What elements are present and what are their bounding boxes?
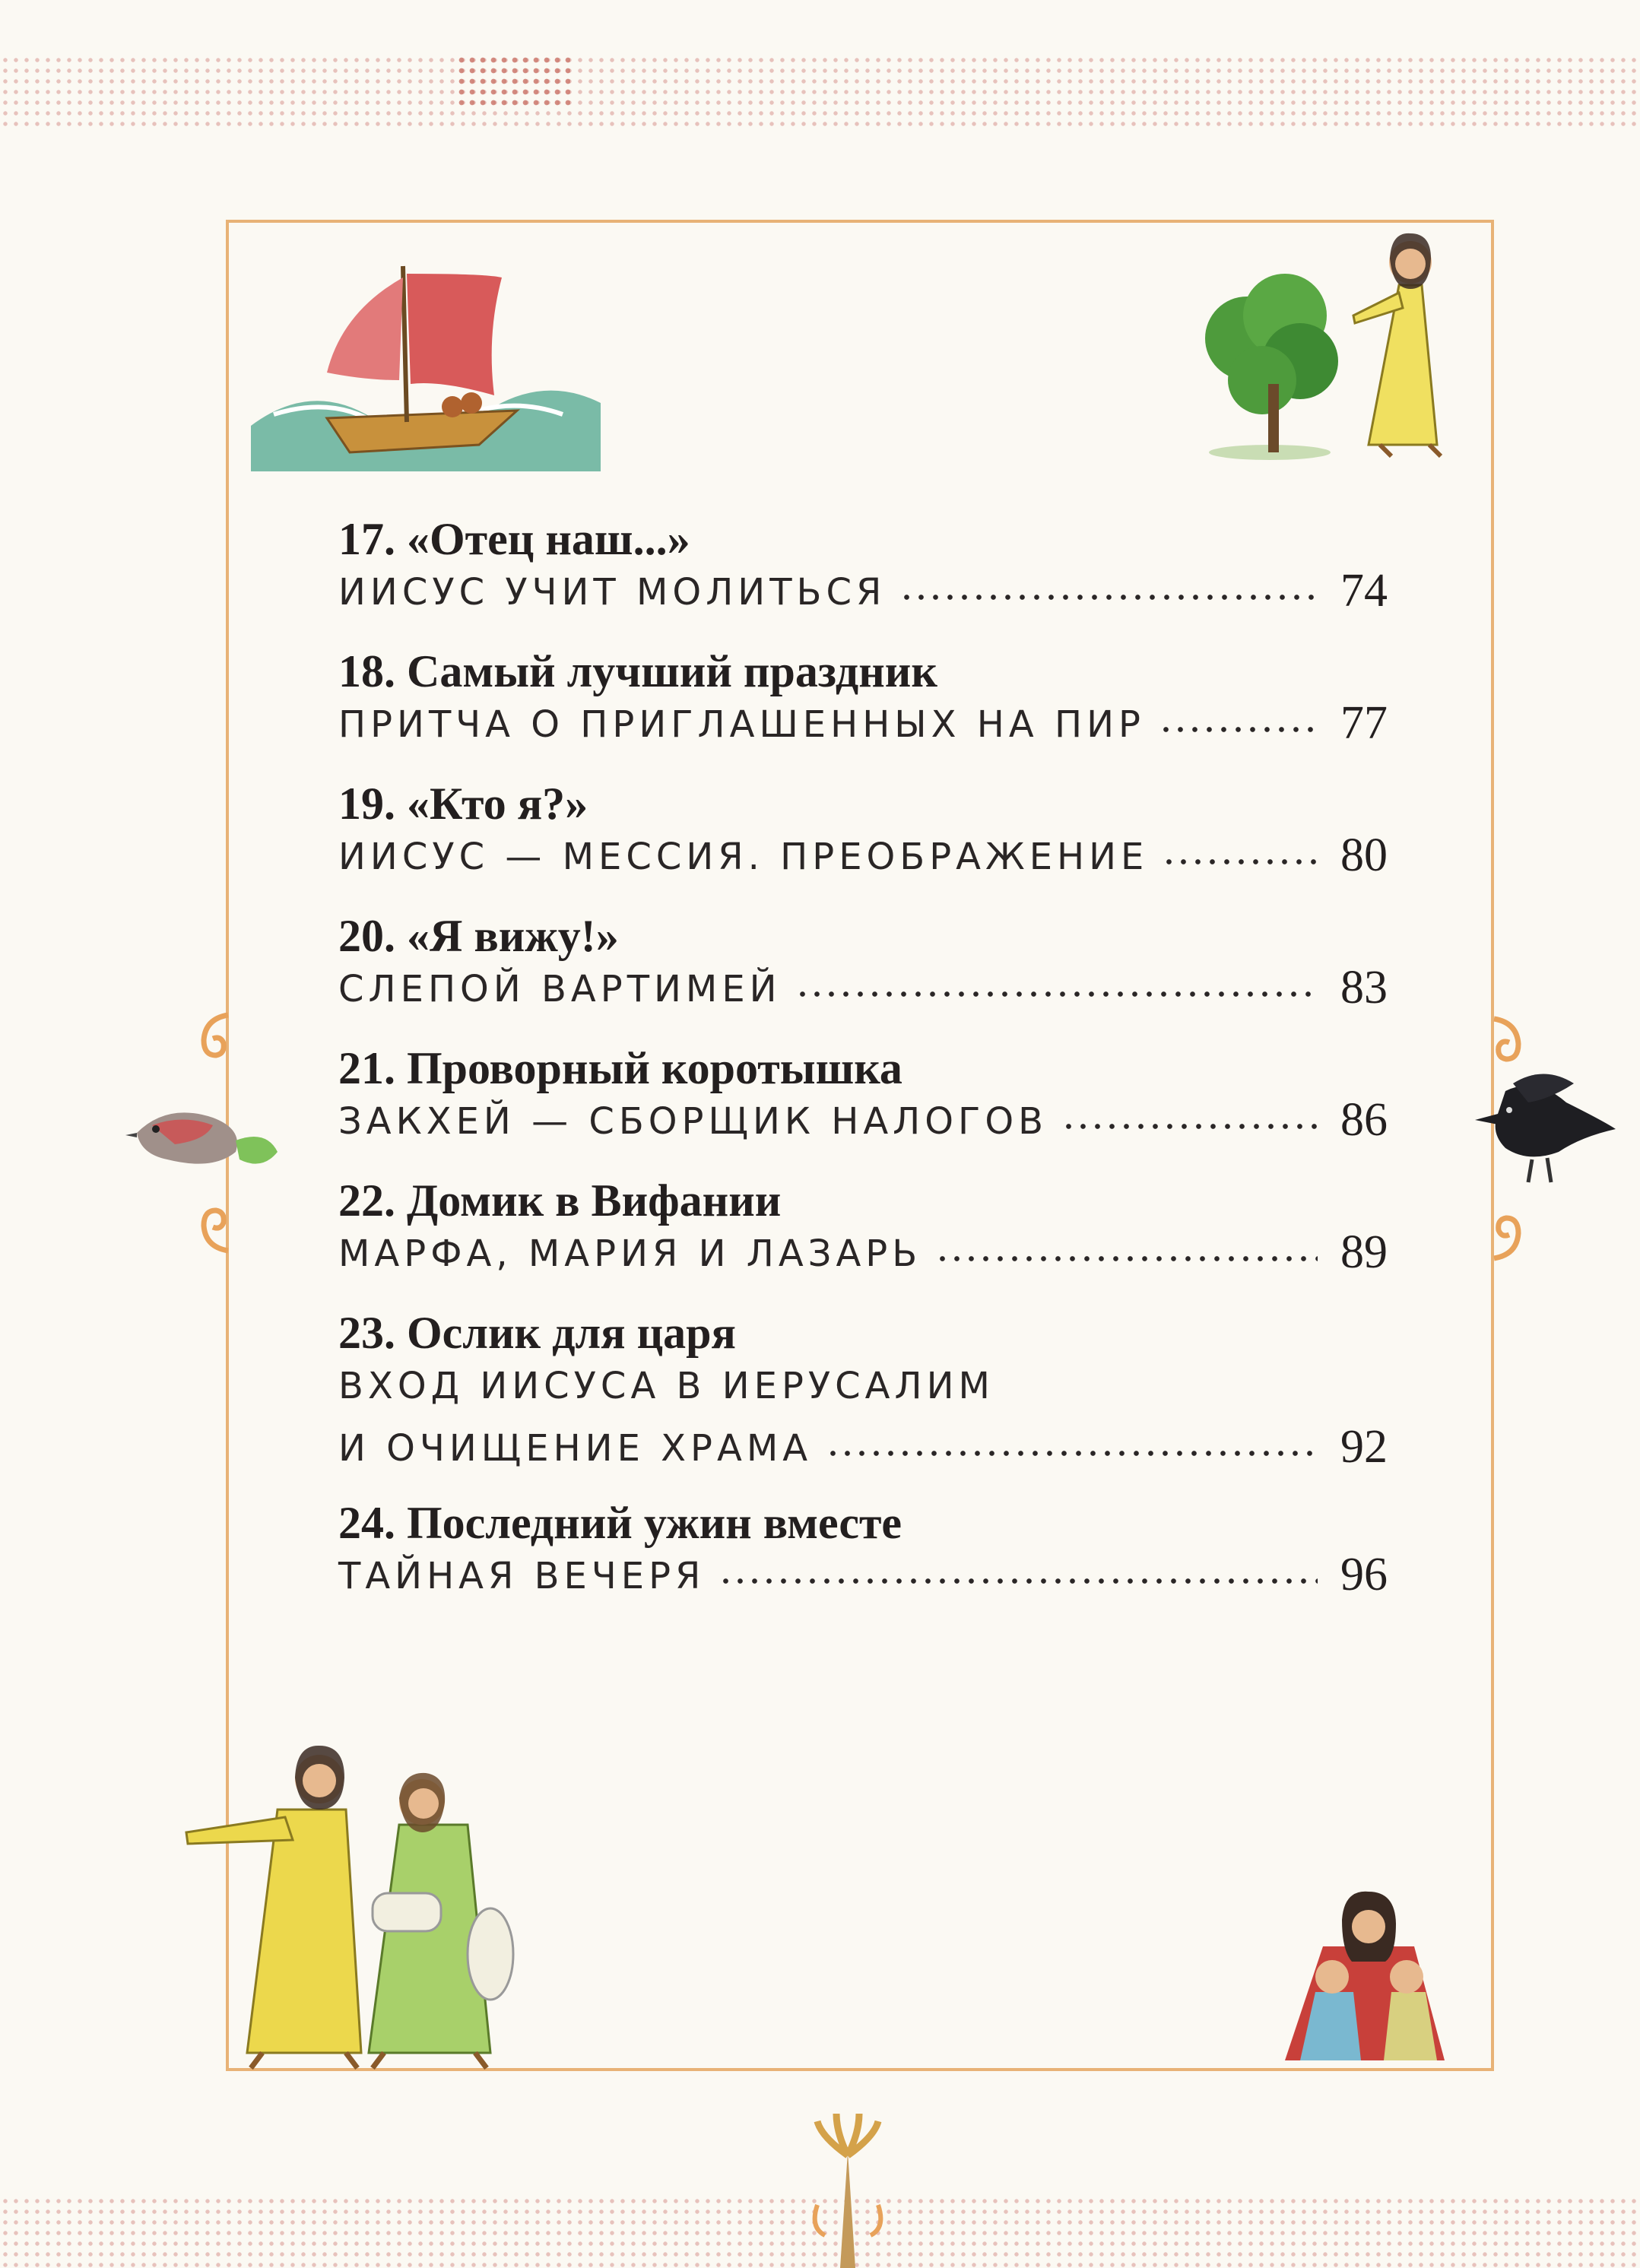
sailboat-illustration	[243, 243, 608, 471]
left-lower-swirl-ornament	[190, 1194, 236, 1255]
entry-line	[338, 820, 1388, 884]
entry-subtitle: ПРИТЧА О ПРИГЛАШЕННЫХ НА ПИР	[338, 703, 1145, 746]
toc-entry-24[interactable]	[338, 1497, 1388, 1629]
entry-subtitle: ИИСУС — МЕССИЯ. ПРЕОБРАЖЕНИЕ	[338, 836, 1149, 878]
table-of-contents	[338, 513, 1388, 1629]
entry-subtitle: И ОЧИЩЕНИЕ ХРАМА	[338, 1427, 813, 1470]
mother-children-illustration	[1255, 1878, 1475, 2068]
entry-title: 17. «Отец наш...»	[338, 514, 690, 564]
wheat-sheaf-ornament	[806, 2114, 890, 2268]
entry-line	[338, 1412, 1388, 1476]
entry-line	[338, 1085, 1388, 1149]
entry-line	[338, 1540, 1388, 1603]
entry-subtitle: ИИСУС УЧИТ МОЛИТЬСЯ	[338, 571, 887, 614]
right-lower-swirl-ornament	[1486, 1201, 1532, 1262]
page-number: 74	[1340, 565, 1388, 617]
leader-dots	[795, 985, 1318, 1003]
page-number: 89	[1340, 1226, 1388, 1278]
page-number: 96	[1340, 1549, 1388, 1600]
leader-dots	[935, 1249, 1318, 1267]
entry-line	[338, 556, 1388, 620]
sparrow-illustration	[122, 1087, 281, 1186]
leader-dots	[826, 1444, 1318, 1462]
entry-line	[338, 1217, 1388, 1281]
toc-entry-23[interactable]	[338, 1307, 1388, 1497]
entry-title: 21. Проворный коротышка	[338, 1043, 902, 1093]
entry-subtitle: МАРФА, МАРИЯ И ЛАЗАРЬ	[338, 1232, 922, 1275]
entry-line	[338, 688, 1388, 752]
entry-title: 22. Домик в Вифании	[338, 1175, 782, 1226]
top-dot-border	[0, 55, 1640, 131]
entry-title: 23. Ослик для царя	[338, 1308, 736, 1358]
entry-line	[338, 953, 1388, 1017]
entry-subtitle: ЗАКХЕЙ — СБОРЩИК НАЛОГОВ	[338, 1100, 1048, 1143]
toc-entry-21[interactable]	[338, 1042, 1388, 1175]
entry-subtitle: СЛЕПОЙ ВАРТИМЕЙ	[338, 968, 782, 1010]
toc-entry-20[interactable]	[338, 910, 1388, 1042]
entry-title: 20. «Я вижу!»	[338, 911, 619, 961]
page-number: 80	[1340, 829, 1388, 881]
leader-dots	[1061, 1117, 1318, 1135]
toc-entry-18[interactable]	[338, 646, 1388, 778]
top-dot-ornament	[456, 55, 570, 108]
toc-entry-19[interactable]	[338, 778, 1388, 910]
page-number: 77	[1340, 697, 1388, 749]
entry-subtitle: ВХОД ИИСУСА В ИЕРУСАЛИМ	[338, 1365, 994, 1407]
toc-entry-22[interactable]	[338, 1175, 1388, 1307]
leader-dots	[1159, 720, 1318, 738]
jesus-tree-illustration	[1178, 217, 1483, 468]
entry-title: 24. Последний ужин вместе	[338, 1498, 902, 1548]
page-number: 92	[1340, 1421, 1388, 1473]
leader-dots	[899, 588, 1318, 606]
page-number: 83	[1340, 962, 1388, 1013]
left-upper-swirl-ornament	[190, 1011, 236, 1072]
entry-title: 18. Самый лучший праздник	[338, 646, 937, 696]
leader-dots	[718, 1572, 1318, 1590]
entry-line	[338, 1350, 1388, 1413]
leader-dots	[1162, 852, 1318, 871]
toc-entry-17[interactable]	[338, 513, 1388, 646]
crow-illustration	[1467, 1061, 1619, 1194]
page-number: 86	[1340, 1094, 1388, 1146]
entry-title: 19. «Кто я?»	[338, 779, 588, 829]
two-apostles-illustration	[171, 1718, 566, 2076]
entry-subtitle: ТАЙНАЯ ВЕЧЕРЯ	[338, 1555, 706, 1597]
